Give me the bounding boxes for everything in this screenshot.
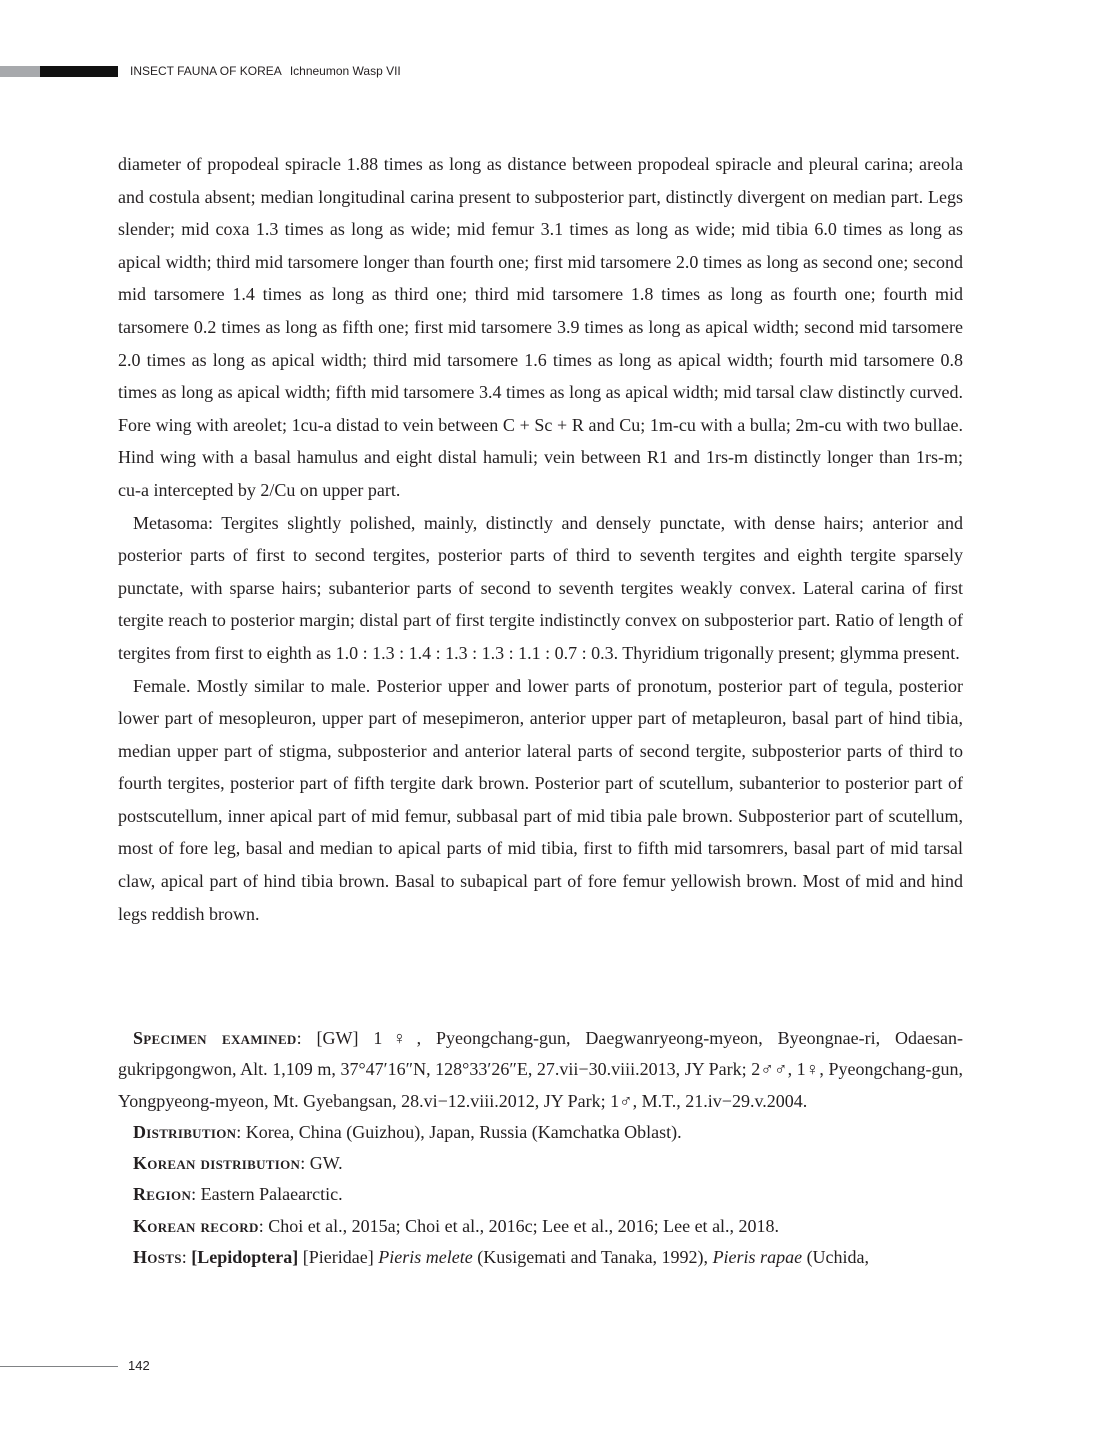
hosts-order: [Lepidoptera] — [191, 1247, 299, 1268]
specimen-section — [118, 1023, 963, 1273]
paragraph-metasoma: Metasoma: Tergites slightly polished, mainly, distinctly and densely punctate, with dense hairs; anterior and posterior parts of first to second tergites, posterior parts of third to seventh tergites and eighth tergite sparsely punctate, with sparse hairs; subanterior parts of second to seventh tergites weakly convex. Lateral carina of first tergite reach to posterior margin; distal part of first tergite indistinctly convex on subposterior part. Ratio of length of tergites from first to eighth as 1.0 : 1.3 : 1.4 : 1.3 : 1.3 : 1.1 : 0.7 : 0.3. Thyridium trigonally present; glymma present. — [118, 512, 963, 663]
header-series: INSECT FAUNA OF KOREA — [130, 64, 282, 78]
host2-species: Pieris rapae — [712, 1247, 803, 1268]
host1-ref: (Kusigemati and Tanaka, 1992), — [472, 1247, 713, 1268]
running-header — [0, 66, 600, 78]
korean-distribution-label: Korean distribution — [133, 1153, 301, 1174]
specimen-examined — [118, 1023, 963, 1117]
region-text: : Eastern Palaearctic. — [191, 1184, 343, 1205]
region-label: Region — [133, 1184, 192, 1205]
header-gray-bar — [0, 66, 40, 77]
distribution-label: Distribution — [133, 1121, 237, 1142]
korean-distribution-text: : GW. — [300, 1153, 343, 1174]
page-number: 142 — [128, 1358, 150, 1373]
korean-distribution — [118, 1148, 963, 1179]
distribution-text: : Korea, China (Guizhou), Japan, Russia (Kamchatka Oblast). — [236, 1121, 682, 1142]
hosts-colon: : — [181, 1247, 192, 1268]
description-body — [118, 148, 963, 930]
korean-record-label: Korean record — [133, 1215, 259, 1236]
region — [118, 1179, 963, 1210]
hosts-family: [Pieridae] — [298, 1247, 379, 1268]
hosts — [118, 1242, 963, 1273]
host2-ref: (Uchida, — [802, 1247, 870, 1268]
header-black-bar — [40, 66, 118, 77]
distribution — [118, 1117, 963, 1148]
paragraph-female: Female. Mostly similar to male. Posterior upper and lower parts of pronotum, posterior part of tegula, posterior lower part of mesopleuron, upper part of mesepimeron, anterior upper part of metapleuron, basal part of hind tibia, median upper part of stigma, subposterior and anterior lateral parts of second tergite, subposterior parts of third to fourth tergites, posterior part of fifth tergite dark brown. Posterior part of scutellum, subanterior to posterior part of postscutellum, inner apical part of mid femur, subbasal part of mid tibia pale brown. Subposterior part of scutellum, most of fore leg, basal and median to apical parts of mid tibia, first to fifth mid tarsomrers, basal part of mid tarsal claw, apical part of hind tibia brown. Basal to subapical part of fore femur yellowish brown. Most of mid and hind legs reddish brown. — [118, 675, 963, 924]
header-title — [130, 64, 401, 78]
specimen-text: : [GW] 1♀, Pyeongchang-gun, Daegwanryeong-myeon, Byeongnae-ri, Odaesan-gukripgongwon, Alt. 1,109 m, 37°47′16″N, 128°33′26″E, 27.vii−30.viii.2013, JY Park; 2♂♂, 1♀, Pyeongchang-gun, Yongpyeong-myeon, Mt. Gyebangsan, 28.vi−12.viii.2012, JY Park; 1♂, M.T., 21.iv−29.v.2004. — [118, 1028, 963, 1111]
footer-rule — [0, 1366, 118, 1367]
paragraph-propodeum-legs-wings: diameter of propodeal spiracle 1.88 times as long as distance between propodeal spiracle and pleural carina; areola and costula absent; median longitudinal carina present to subposterior part, distinctly divergent on median part. Legs slender; mid coxa 1.3 times as long as wide; mid femur 3.1 times as long as wide; mid tibia 6.0 times as long as apical width; third mid tarsomere longer than fourth one; first mid tarsomere 2.0 times as long as second one; second mid tarsomere 1.4 times as long as third one; third mid tarsomere 1.8 times as long as fourth one; fourth mid tarsomere 0.2 times as long as fifth one; first mid tarsomere 3.9 times as long as apical width; second mid tarsomere 2.0 times as long as apical width; third mid tarsomere 1.6 times as long as apical width; fourth mid tarsomere 0.8 times as long as apical width; fifth mid tarsomere 3.4 times as long as apical width; mid tarsal claw distinctly curved. Fore wing with areolet; 1cu-a distad to vein between C + Sc + R and Cu; 1m-cu with a bulla; 2m-cu with two bullae. Hind wing with a basal hamulus and eight distal hamuli; vein between R1 and 1rs-m distinctly longer than 1rs-m; cu-a intercepted by 2/Cu on upper part. — [118, 154, 963, 500]
page-footer — [0, 1360, 300, 1380]
host1-species: Pieris melete — [378, 1247, 473, 1268]
korean-record-text: : Choi et al., 2015a; Choi et al., 2016c; Lee et al., 2016; Lee et al., 2018. — [258, 1215, 780, 1236]
header-volume: Ichneumon Wasp VII — [289, 64, 401, 78]
hosts-label: Hosts — [133, 1247, 182, 1268]
specimen-label: Specimen examined — [133, 1028, 297, 1048]
korean-record — [118, 1211, 963, 1242]
